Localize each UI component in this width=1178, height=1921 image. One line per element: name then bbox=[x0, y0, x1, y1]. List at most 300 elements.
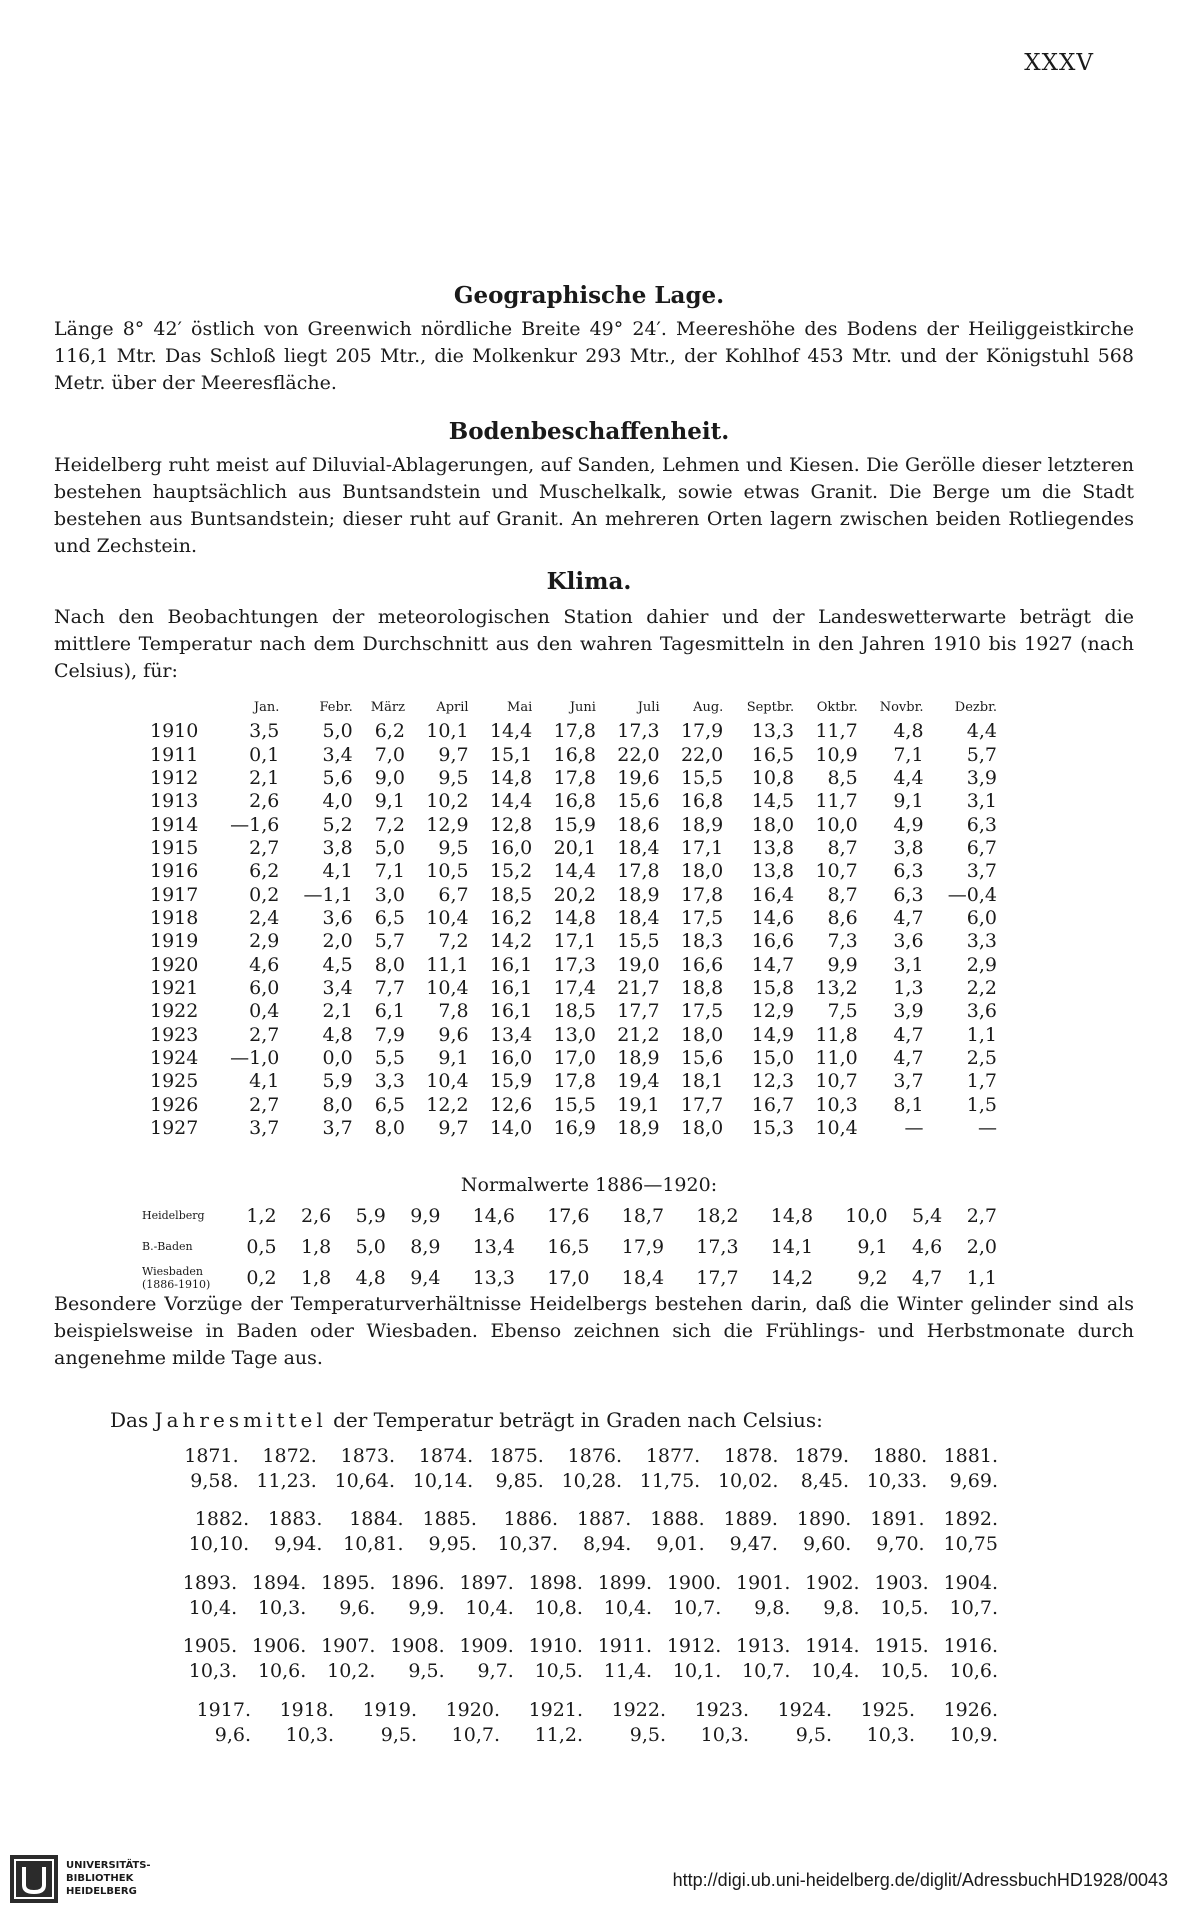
jahresmittel-value-row bbox=[170, 1658, 1000, 1683]
temperature-cell: — bbox=[978, 1117, 997, 1140]
temperature-cell: 7,2 bbox=[438, 930, 469, 953]
temperature-cell: 8,0 bbox=[374, 1117, 405, 1140]
table-row bbox=[150, 1000, 1000, 1023]
temperature-cell: 9,1 bbox=[374, 790, 405, 813]
jahresmittel-year-cell: 1889. bbox=[723, 1507, 778, 1530]
temperature-cell: 8,0 bbox=[322, 1093, 353, 1116]
jahresmittel-value-cell: 10,28. bbox=[561, 1469, 623, 1492]
jahresmittel-value-cell: 10,3. bbox=[285, 1723, 334, 1746]
temperature-cell: 2,7 bbox=[249, 1093, 280, 1116]
temperature-cell: 13,0 bbox=[553, 1023, 596, 1046]
year-cell: 1914 bbox=[150, 813, 199, 836]
normal-value-cell: 16,5 bbox=[547, 1235, 590, 1258]
normal-value-cell: 8,9 bbox=[410, 1235, 441, 1258]
temperature-cell: 0,2 bbox=[249, 883, 280, 906]
temperature-cell: 12,9 bbox=[751, 1000, 795, 1023]
temperature-cell: 14,8 bbox=[553, 906, 596, 929]
jahresmittel-value-cell: 10,7. bbox=[672, 1596, 722, 1619]
temperature-cell: 8,7 bbox=[827, 883, 858, 906]
page-number: XXXV bbox=[1024, 50, 1094, 76]
station-cell bbox=[142, 1200, 225, 1231]
temperature-cell: 4,1 bbox=[249, 1070, 280, 1093]
jahresmittel-year-cell: 1920. bbox=[445, 1698, 500, 1721]
jahresmittel-value-row bbox=[170, 1722, 1000, 1747]
temperature-cell: 2,9 bbox=[249, 930, 280, 953]
jahresmittel-value-cell: 9,9. bbox=[408, 1596, 445, 1619]
jahresmittel-year-cell: 1922. bbox=[611, 1698, 666, 1721]
temperature-cell: 16,9 bbox=[553, 1117, 596, 1140]
temperature-cell: 10,4 bbox=[815, 1117, 858, 1140]
temperature-cell: 17,8 bbox=[553, 766, 596, 789]
temperature-cell: 10,3 bbox=[815, 1093, 858, 1116]
temperature-cell: 6,0 bbox=[966, 906, 997, 929]
jahresmittel-value-cell: 10,75 bbox=[943, 1532, 998, 1555]
jahresmittel-value-cell: 9,5. bbox=[408, 1659, 445, 1682]
jahresmittel-year-cell: 1923. bbox=[694, 1698, 749, 1721]
normal-value-cell: 5,4 bbox=[912, 1204, 943, 1227]
temperature-cell: 17,3 bbox=[553, 953, 596, 976]
month-header-cell: Juni bbox=[569, 699, 596, 715]
normal-value-cell: 2,7 bbox=[966, 1204, 997, 1227]
jahresmittel-year-cell: 1917. bbox=[196, 1698, 251, 1721]
temperature-cell: 1,1 bbox=[966, 1023, 997, 1046]
jahresmittel-title bbox=[110, 1408, 823, 1432]
jahresmittel-value-cell: 9,94. bbox=[274, 1532, 323, 1555]
jahresmittel-value-cell: 9,58. bbox=[190, 1469, 239, 1492]
besondere-text: Besondere Vorzüge der Temperaturverhältnisse Heidelbergs bestehen darin, daß die Winter gelinder sind als beispielsweise in Baden oder Wiesbaden. Ebenso zeichnen sich die Frühlings- und Herbstmonate durch angenehme milde Tage aus. bbox=[54, 1293, 1134, 1369]
normal-value-cell: 5,0 bbox=[355, 1235, 386, 1258]
jahresmittel-year-cell: 1925. bbox=[860, 1698, 915, 1721]
month-header-row bbox=[150, 696, 1000, 720]
temperature-cell: 15,6 bbox=[617, 790, 660, 813]
month-header-cell: Oktbr. bbox=[816, 699, 858, 715]
jahresmittel-year-row bbox=[170, 1570, 1000, 1595]
jahresmittel-year-cell: 1915. bbox=[874, 1634, 929, 1657]
jahresmittel-year-cell: 1914. bbox=[805, 1634, 860, 1657]
month-header-cell: Aug. bbox=[693, 699, 724, 715]
jahresmittel-group bbox=[170, 1506, 1000, 1556]
table-row bbox=[150, 1023, 1000, 1046]
year-cell: 1919 bbox=[150, 930, 199, 953]
temperature-cell: 3,8 bbox=[893, 836, 924, 859]
temperature-cell: 0,1 bbox=[249, 743, 280, 766]
table-row bbox=[150, 720, 1000, 743]
temperature-cell: 13,2 bbox=[815, 976, 858, 999]
temperature-cell: 6,7 bbox=[438, 883, 469, 906]
jahresmittel-value-cell: 10,5. bbox=[534, 1659, 583, 1682]
jahresmittel-year-cell: 1875. bbox=[489, 1444, 544, 1467]
temperature-cell: 9,9 bbox=[827, 953, 858, 976]
boden-text: Heidelberg ruht meist auf Diluvial-Ablagerungen, auf Sanden, Lehmen und Kiesen. Die Gerölle dieser letzteren bestehen hauptsächlich aus Buntsandstein und Muschelkalk, sowie etwas Granit. Die Berge um die Stadt bestehen aus Buntsandstein; dieser ruht auf Granit. An mehreren Orten lagern zwischen beiden Rotliegendes und Zechstein. bbox=[54, 454, 1134, 557]
temperature-cell: 5,2 bbox=[322, 813, 353, 836]
temperature-cell: —1,1 bbox=[303, 883, 353, 906]
station-note: (1886-1910) bbox=[142, 1277, 211, 1291]
normal-value-cell: 17,3 bbox=[696, 1235, 739, 1258]
temperature-cell: 20,2 bbox=[553, 883, 596, 906]
temperature-cell: 10,0 bbox=[815, 813, 858, 836]
temperature-cell: 5,7 bbox=[966, 743, 997, 766]
temperature-cell: 19,1 bbox=[617, 1093, 660, 1116]
temperature-cell: 12,6 bbox=[489, 1093, 533, 1116]
temperature-cell: 14,5 bbox=[751, 790, 795, 813]
temperature-cell: 6,7 bbox=[966, 836, 997, 859]
station-cell bbox=[142, 1262, 225, 1293]
jahresmittel-value-cell: 9,8. bbox=[823, 1596, 860, 1619]
temperature-cell: 6,2 bbox=[374, 720, 405, 743]
temperature-cell: 4,8 bbox=[322, 1023, 353, 1046]
jahresmittel-year-cell: 1909. bbox=[459, 1634, 514, 1657]
temperature-cell: 4,5 bbox=[322, 953, 353, 976]
temperature-cell: 18,0 bbox=[680, 860, 724, 883]
jahresmittel-year-cell: 1902. bbox=[805, 1571, 860, 1594]
temperature-cell: 18,0 bbox=[680, 1023, 724, 1046]
temperature-cell: 15,5 bbox=[680, 766, 724, 789]
jahresmittel-value-cell: 11,2. bbox=[534, 1723, 583, 1746]
year-cell: 1921 bbox=[150, 976, 199, 999]
temperature-cell: 15,5 bbox=[553, 1093, 596, 1116]
jahresmittel-year-cell: 1876. bbox=[567, 1444, 623, 1467]
jahresmittel-group bbox=[170, 1633, 1000, 1683]
jahresmittel-year-cell: 1924. bbox=[777, 1698, 832, 1721]
temperature-cell: 9,7 bbox=[438, 1117, 469, 1140]
normal-value-cell: 14,2 bbox=[770, 1266, 814, 1289]
temperature-cell: 3,1 bbox=[893, 953, 924, 976]
temperature-cell: 3,5 bbox=[249, 720, 280, 743]
temperature-cell: 16,8 bbox=[553, 743, 596, 766]
normal-value-cell: 9,2 bbox=[857, 1266, 888, 1289]
temperature-cell: 3,0 bbox=[374, 883, 405, 906]
jahresmittel-year-cell: 1893. bbox=[182, 1571, 238, 1594]
jahresmittel-value-row bbox=[170, 1531, 1000, 1556]
jahresmittel-value-cell: 10,8. bbox=[534, 1596, 583, 1619]
temperature-cell: 4,0 bbox=[322, 790, 353, 813]
temperature-cell: 6,5 bbox=[374, 1093, 405, 1116]
normal-value-cell: 2,0 bbox=[966, 1235, 997, 1258]
temperature-cell: 16,8 bbox=[553, 790, 596, 813]
jahresmittel-value-cell: 10,10. bbox=[188, 1532, 250, 1555]
temperature-cell: 17,5 bbox=[680, 1000, 724, 1023]
temperature-cell: 16,6 bbox=[680, 953, 724, 976]
jahresmittel-value-cell: 10,6. bbox=[257, 1659, 307, 1682]
temperature-cell: 6,2 bbox=[249, 860, 280, 883]
temperature-cell: 11,8 bbox=[815, 1023, 858, 1046]
jahresmittel-value-cell: 10,7. bbox=[949, 1596, 998, 1619]
normal-value-cell: 9,9 bbox=[410, 1204, 441, 1227]
temperature-cell: 7,1 bbox=[893, 743, 924, 766]
month-header-cell: Mai bbox=[507, 699, 533, 715]
jahresmittel-year-cell: 1908. bbox=[390, 1634, 445, 1657]
temperature-cell: 1,3 bbox=[893, 976, 924, 999]
jahresmittel-value-cell: 9,70. bbox=[876, 1532, 925, 1555]
temperature-cell: 0,4 bbox=[249, 1000, 280, 1023]
temperature-cell: 12,8 bbox=[489, 813, 533, 836]
normal-value-cell: 9,1 bbox=[857, 1235, 888, 1258]
temperature-cell: 16,1 bbox=[489, 953, 533, 976]
temperature-cell: 14,2 bbox=[489, 930, 533, 953]
jahresmittel-value-cell: 11,75. bbox=[639, 1469, 701, 1492]
table-row bbox=[150, 860, 1000, 883]
jahresmittel-year-cell: 1873. bbox=[340, 1444, 396, 1467]
temperature-cell: 6,0 bbox=[249, 976, 280, 999]
table-row bbox=[150, 767, 1000, 790]
temperature-cell: 3,4 bbox=[322, 976, 353, 999]
jahresmittel-year-cell: 1894. bbox=[251, 1571, 307, 1594]
normal-value-cell: 14,8 bbox=[770, 1204, 814, 1227]
jahresmittel-year-cell: 1899. bbox=[597, 1571, 653, 1594]
temperature-cell: 7,1 bbox=[374, 860, 405, 883]
temperature-cell: 14,7 bbox=[751, 953, 795, 976]
normal-value-cell: 2,6 bbox=[301, 1204, 332, 1227]
jahresmittel-value-cell: 10,4. bbox=[603, 1596, 653, 1619]
jahresmittel-year-cell: 1891. bbox=[870, 1507, 925, 1530]
table-row bbox=[150, 953, 1000, 976]
temperature-cell: 18,9 bbox=[617, 1046, 660, 1069]
jahresmittel-year-cell: 1900. bbox=[666, 1571, 722, 1594]
jahresmittel-value-cell: 11,4. bbox=[603, 1659, 653, 1682]
jahresmittel-value-cell: 10,5. bbox=[880, 1596, 929, 1619]
temperature-cell: 2,5 bbox=[966, 1046, 997, 1069]
temperature-cell: 9,0 bbox=[374, 766, 405, 789]
temperature-cell: 17,7 bbox=[680, 1093, 724, 1116]
normal-value-cell: 4,7 bbox=[912, 1266, 943, 1289]
table-row bbox=[150, 907, 1000, 930]
temperature-cell: 6,3 bbox=[966, 813, 997, 836]
temperature-cell: 16,1 bbox=[489, 976, 533, 999]
year-cell: 1922 bbox=[150, 1000, 199, 1023]
normal-value-cell: 18,2 bbox=[696, 1204, 739, 1227]
temperature-cell: 3,3 bbox=[374, 1070, 405, 1093]
temperature-cell: —0,4 bbox=[947, 883, 997, 906]
month-header-cell: Juli bbox=[637, 699, 660, 715]
jahresmittel-value-cell: 9,5. bbox=[629, 1723, 666, 1746]
jahresmittel-year-cell: 1879. bbox=[794, 1444, 850, 1467]
jahresmittel-year-cell: 1896. bbox=[390, 1571, 445, 1594]
jahresmittel-year-cell: 1881. bbox=[943, 1444, 998, 1467]
jahresmittel-value-cell: 10,1. bbox=[672, 1659, 722, 1682]
year-cell: 1927 bbox=[150, 1117, 199, 1140]
normal-value-cell: 17,6 bbox=[547, 1204, 590, 1227]
month-header-cell: Novbr. bbox=[879, 699, 924, 715]
temperature-cell: 20,1 bbox=[553, 836, 596, 859]
temperature-cell: 4,9 bbox=[893, 813, 924, 836]
temperature-cell: 14,8 bbox=[489, 766, 533, 789]
year-cell: 1915 bbox=[150, 836, 199, 859]
temperature-cell: 17,8 bbox=[617, 860, 660, 883]
jahresmittel-year-cell: 1882. bbox=[194, 1507, 250, 1530]
jahresmittel-value-cell: 9,6. bbox=[339, 1596, 376, 1619]
station-name: Wiesbaden bbox=[142, 1264, 204, 1278]
table-row bbox=[150, 1047, 1000, 1070]
jahresmittel-value-cell: 9,69. bbox=[949, 1469, 998, 1492]
temperature-cell: 18,4 bbox=[617, 836, 660, 859]
year-header-cell bbox=[150, 696, 209, 720]
temperature-cell: 17,4 bbox=[553, 976, 596, 999]
temperature-cell: 18,5 bbox=[489, 883, 533, 906]
temperature-cell: 12,2 bbox=[426, 1093, 469, 1116]
temperature-cell: 2,9 bbox=[966, 953, 997, 976]
temperature-cell: 17,1 bbox=[680, 836, 724, 859]
temperature-cell: 9,1 bbox=[893, 790, 924, 813]
temperature-cell: 3,6 bbox=[322, 906, 353, 929]
temperature-cell: 9,6 bbox=[438, 1023, 469, 1046]
temperature-cell: 9,5 bbox=[438, 766, 469, 789]
jahresmittel-value-cell: 10,9. bbox=[949, 1723, 998, 1746]
table-row bbox=[150, 1070, 1000, 1093]
temperature-cell: 5,6 bbox=[322, 766, 353, 789]
temperature-cell: 17,7 bbox=[617, 1000, 660, 1023]
temperature-cell: 9,1 bbox=[438, 1046, 469, 1069]
jahresmittel-value-cell: 9,5. bbox=[795, 1723, 832, 1746]
jahresmittel-year-cell: 1872. bbox=[262, 1444, 317, 1467]
temperature-cell: 22,0 bbox=[617, 743, 660, 766]
temperature-cell: 7,7 bbox=[374, 976, 405, 999]
jahresmittel-year-row bbox=[170, 1506, 1000, 1531]
temperature-cell: 1,5 bbox=[966, 1093, 997, 1116]
temperature-cell: 15,2 bbox=[489, 860, 533, 883]
jahresmittel-value-cell: 8,94. bbox=[583, 1532, 632, 1555]
jahresmittel-year-cell: 1883. bbox=[268, 1507, 323, 1530]
normal-value-cell: 14,6 bbox=[472, 1204, 516, 1227]
jahresmittel-year-row bbox=[170, 1697, 1000, 1722]
temperature-cell: 16,0 bbox=[489, 836, 533, 859]
table-row bbox=[150, 883, 1000, 906]
normal-value-cell: 4,6 bbox=[912, 1235, 943, 1258]
year-cell: 1924 bbox=[150, 1046, 199, 1069]
normal-value-cell: 4,8 bbox=[355, 1266, 386, 1289]
jahresmittel-year-cell: 1871. bbox=[184, 1444, 239, 1467]
temperature-cell: 16,5 bbox=[751, 743, 795, 766]
temperature-cell: 2,1 bbox=[249, 766, 280, 789]
temperature-cell: 4,4 bbox=[893, 766, 924, 789]
temperature-cell: 2,7 bbox=[249, 1023, 280, 1046]
temperature-cell: 17,0 bbox=[553, 1046, 596, 1069]
temperature-cell: 5,0 bbox=[374, 836, 405, 859]
klima-title: Klima. bbox=[546, 568, 632, 595]
normal-value-cell: 10,0 bbox=[845, 1204, 888, 1227]
month-header-cell: Septbr. bbox=[746, 699, 795, 715]
table-row bbox=[150, 977, 1000, 1000]
jahresmittel-value-row bbox=[170, 1595, 1000, 1620]
source-url[interactable]: http://digi.ub.uni-heidelberg.de/diglit/AdressbuchHD1928/0043 bbox=[672, 1870, 1168, 1890]
temperature-cell: 19,6 bbox=[617, 766, 660, 789]
temperature-cell: 13,4 bbox=[489, 1023, 533, 1046]
temperature-cell: 3,7 bbox=[322, 1117, 353, 1140]
temperature-cell: 13,8 bbox=[751, 836, 795, 859]
temperature-cell: 22,0 bbox=[680, 743, 724, 766]
temperature-cell: 19,0 bbox=[617, 953, 660, 976]
temperature-cell: 10,8 bbox=[751, 766, 795, 789]
temperature-cell: 7,2 bbox=[374, 813, 405, 836]
temperature-cell: 18,0 bbox=[751, 813, 795, 836]
jahresmittel-value-cell: 9,6. bbox=[214, 1723, 251, 1746]
temperature-cell: 18,8 bbox=[680, 976, 724, 999]
temperature-cell: 7,5 bbox=[827, 1000, 858, 1023]
temperature-cell: 16,7 bbox=[751, 1093, 795, 1116]
station-cell bbox=[142, 1231, 225, 1262]
temperature-cell: 11,1 bbox=[426, 953, 469, 976]
jahresmittel-title-rest: der Temperatur beträgt in Graden nach Celsius: bbox=[333, 1408, 823, 1432]
jahresmittel-value-row bbox=[170, 1468, 1000, 1493]
jahresmittel-year-cell: 1898. bbox=[528, 1571, 583, 1594]
temperature-cell: 2,2 bbox=[966, 976, 997, 999]
temperature-cell: 15,5 bbox=[617, 930, 660, 953]
jahresmittel-year-cell: 1910. bbox=[528, 1634, 583, 1657]
normal-value-cell: 13,4 bbox=[472, 1235, 516, 1258]
temperature-cell: 17,1 bbox=[553, 930, 596, 953]
temperature-cell: 3,6 bbox=[966, 1000, 997, 1023]
temperature-cell: 3,8 bbox=[322, 836, 353, 859]
temperature-cell: 18,9 bbox=[617, 883, 660, 906]
jahresmittel-year-cell: 1913. bbox=[736, 1634, 791, 1657]
temperature-cell: 7,0 bbox=[374, 743, 405, 766]
table-row bbox=[150, 1094, 1000, 1117]
temperature-cell: 3,1 bbox=[966, 790, 997, 813]
temperature-cell: 4,4 bbox=[966, 720, 997, 743]
jahresmittel-value-cell: 10,5. bbox=[880, 1659, 929, 1682]
temperature-cell: 11,7 bbox=[815, 790, 858, 813]
temperature-cell: 15,9 bbox=[553, 813, 596, 836]
temperature-cell: 10,4 bbox=[426, 906, 469, 929]
temperature-cell: 5,5 bbox=[374, 1046, 405, 1069]
jahresmittel-value-cell: 9,7. bbox=[477, 1659, 514, 1682]
temperature-cell: 3,3 bbox=[966, 930, 997, 953]
jahresmittel-year-cell: 1918. bbox=[279, 1698, 334, 1721]
temperature-cell: 3,4 bbox=[322, 743, 353, 766]
temperature-cell: 18,0 bbox=[680, 1117, 724, 1140]
temperature-cell: 13,8 bbox=[751, 860, 795, 883]
table-row bbox=[150, 837, 1000, 860]
jahresmittel-year-cell: 1892. bbox=[943, 1507, 998, 1530]
temperature-cell: 10,7 bbox=[815, 860, 858, 883]
temperature-cell: 16,8 bbox=[680, 790, 724, 813]
temperature-cell: 8,0 bbox=[374, 953, 405, 976]
temperature-cell: 10,5 bbox=[426, 860, 469, 883]
jahresmittel-title-spaced: Jahresmittel bbox=[154, 1408, 327, 1432]
temperature-cell: 16,0 bbox=[489, 1046, 533, 1069]
jahresmittel-year-cell: 1926. bbox=[943, 1698, 998, 1721]
temperature-cell: 5,7 bbox=[374, 930, 405, 953]
temperature-cell: 8,1 bbox=[893, 1093, 924, 1116]
temperature-cell: 11,7 bbox=[815, 720, 858, 743]
year-cell: 1917 bbox=[150, 883, 199, 906]
temperature-cell: 9,7 bbox=[438, 743, 469, 766]
normal-value-cell: 18,7 bbox=[621, 1204, 665, 1227]
temperature-cell: 5,9 bbox=[322, 1070, 353, 1093]
jahresmittel-value-cell: 9,8. bbox=[754, 1596, 791, 1619]
normal-value-cell: 13,3 bbox=[472, 1266, 516, 1289]
library-emblem-icon bbox=[10, 1855, 58, 1903]
temperature-cell: 10,4 bbox=[426, 1070, 469, 1093]
month-header-cell: Dezbr. bbox=[954, 699, 997, 715]
normal-row bbox=[142, 1231, 1000, 1262]
logo-line-1: UNIVERSITÄTS- bbox=[66, 1860, 151, 1871]
jahresmittel-year-cell: 1901. bbox=[736, 1571, 791, 1594]
temperature-cell: 17,8 bbox=[553, 1070, 596, 1093]
temperature-cell: —1,0 bbox=[230, 1046, 280, 1069]
year-cell: 1913 bbox=[150, 790, 199, 813]
jahresmittel-year-cell: 1919. bbox=[362, 1698, 417, 1721]
library-logo[interactable] bbox=[10, 1855, 160, 1905]
boden-title: Bodenbeschaffenheit. bbox=[448, 418, 730, 445]
temperature-cell: 15,8 bbox=[751, 976, 795, 999]
temperature-cell: 16,4 bbox=[751, 883, 795, 906]
jahresmittel-value-cell: 9,47. bbox=[729, 1532, 778, 1555]
temperature-cell: 8,6 bbox=[827, 906, 858, 929]
table-row bbox=[150, 930, 1000, 953]
year-cell: 1925 bbox=[150, 1070, 199, 1093]
temperature-cell: 4,1 bbox=[322, 860, 353, 883]
normal-value-cell: 1,8 bbox=[301, 1235, 332, 1258]
